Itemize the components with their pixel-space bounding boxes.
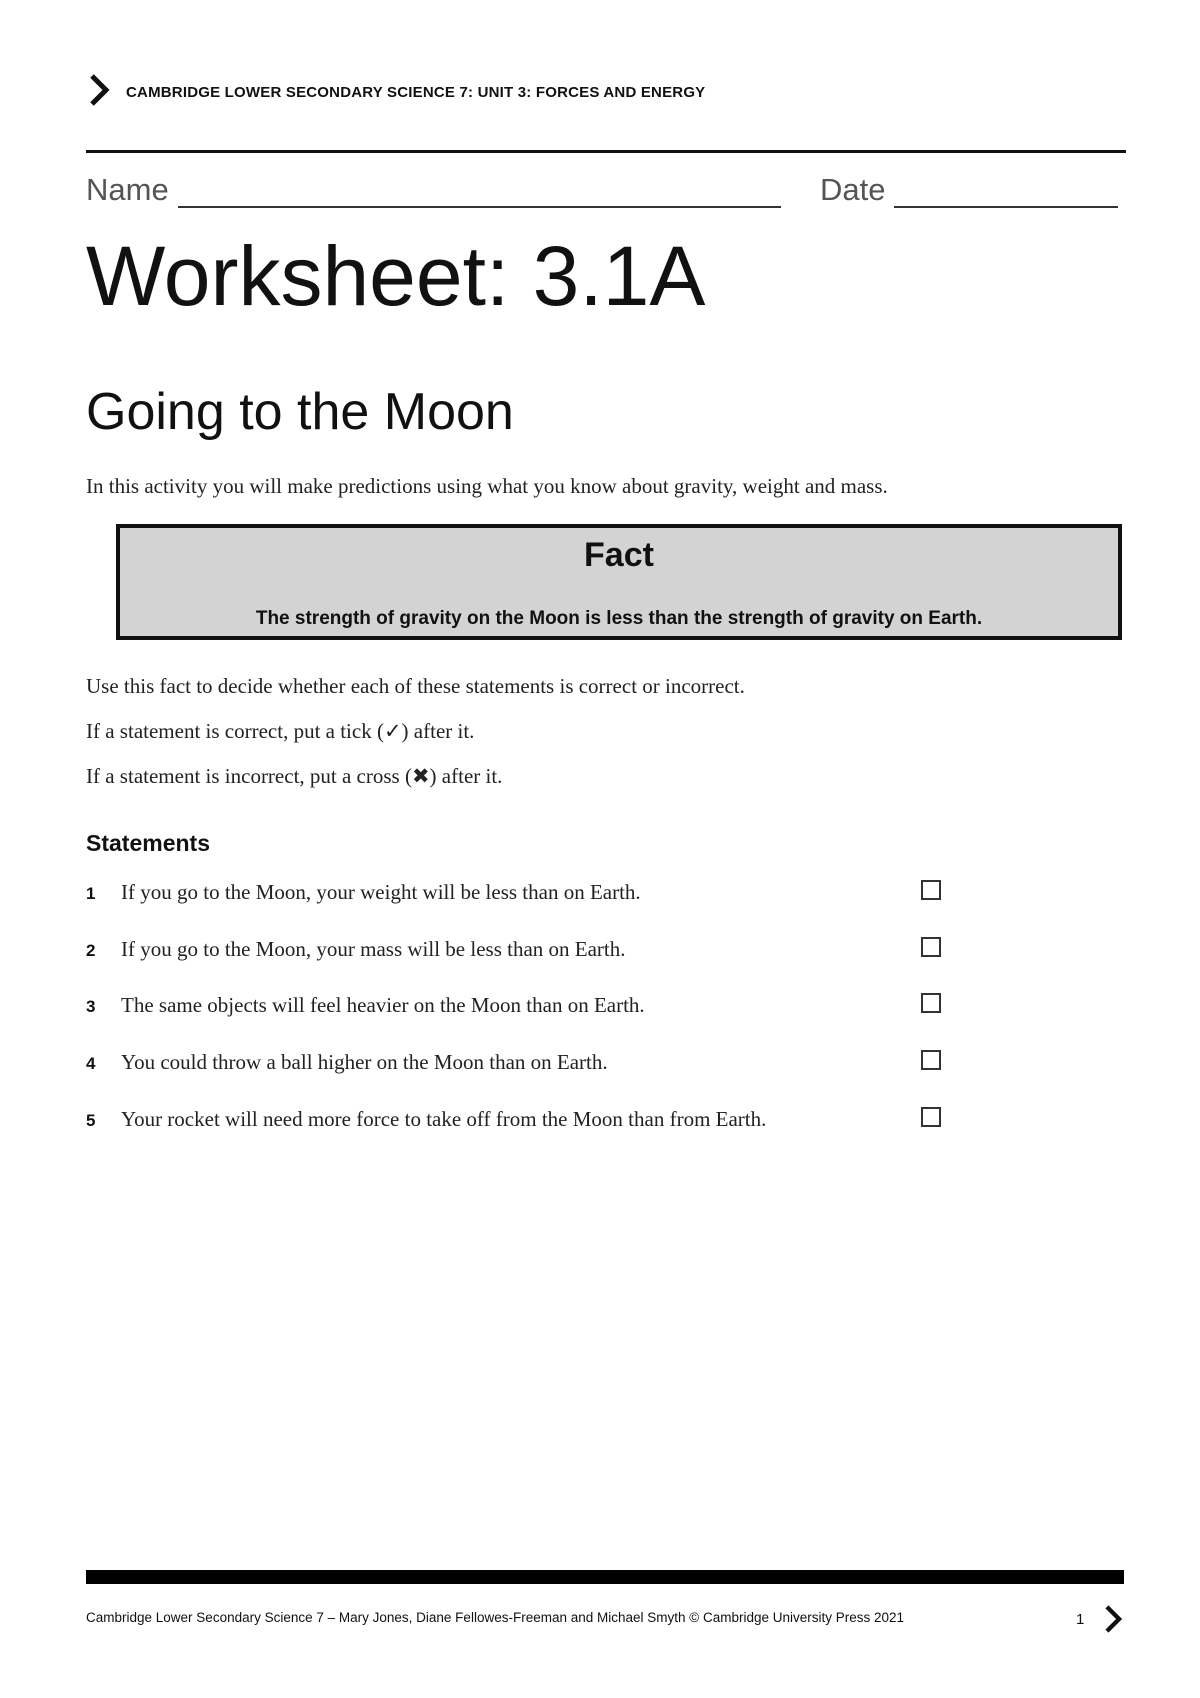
date-label: Date (820, 172, 886, 207)
name-label: Name (86, 172, 169, 207)
statement-number: 1 (86, 884, 96, 903)
fact-box (116, 524, 1122, 640)
answer-checkbox[interactable] (921, 937, 941, 957)
answer-checkbox[interactable] (921, 880, 941, 900)
page-number: 1 (1076, 1611, 1085, 1628)
instruction-line: If a statement is incorrect, put a cross (✖) after it. (86, 764, 503, 788)
worksheet-subtitle: Going to the Moon (86, 383, 514, 441)
statement-text: If you go to the Moon, your weight will be less than on Earth. (121, 880, 641, 904)
header-rule (86, 150, 1126, 153)
statement-text: You could throw a ball higher on the Moon than on Earth. (121, 1050, 608, 1074)
name-field[interactable] (178, 172, 781, 208)
statement-text: The same objects will feel heavier on the Moon than on Earth. (121, 993, 645, 1017)
date-field[interactable] (894, 172, 1118, 208)
statements-heading: Statements (86, 830, 210, 856)
chevron-right-icon (1100, 1603, 1126, 1635)
statement-number: 3 (86, 997, 96, 1016)
chevron-right-icon (84, 72, 114, 108)
statement-number: 5 (86, 1111, 96, 1130)
running-header: CAMBRIDGE LOWER SECONDARY SCIENCE 7: UNIT 3: FORCES AND ENERGY (126, 84, 706, 101)
footer-copyright: Cambridge Lower Secondary Science 7 – Mary Jones, Diane Fellowes-Freeman and Michael Smyth © Cambridge University Press 2021 (86, 1610, 905, 1625)
statement-number: 2 (86, 941, 96, 960)
answer-checkbox[interactable] (921, 1050, 941, 1070)
instruction-line: If a statement is correct, put a tick (✓) after it. (86, 719, 475, 743)
answer-checkbox[interactable] (921, 1107, 941, 1127)
instruction-line: Use this fact to decide whether each of these statements is correct or incorrect. (86, 674, 745, 698)
worksheet-title: Worksheet: 3.1A (86, 229, 706, 323)
answer-checkbox[interactable] (921, 993, 941, 1013)
statement-number: 4 (86, 1054, 96, 1073)
fact-heading: Fact (584, 536, 654, 574)
statement-text: If you go to the Moon, your mass will be less than on Earth. (121, 937, 626, 961)
intro-text: In this activity you will make predictions using what you know about gravity, weight and mass. (86, 474, 888, 498)
statement-text: Your rocket will need more force to take off from the Moon than from Earth. (121, 1107, 767, 1131)
footer-bar (86, 1570, 1124, 1584)
fact-text: The strength of gravity on the Moon is less than the strength of gravity on Earth. (255, 608, 983, 629)
